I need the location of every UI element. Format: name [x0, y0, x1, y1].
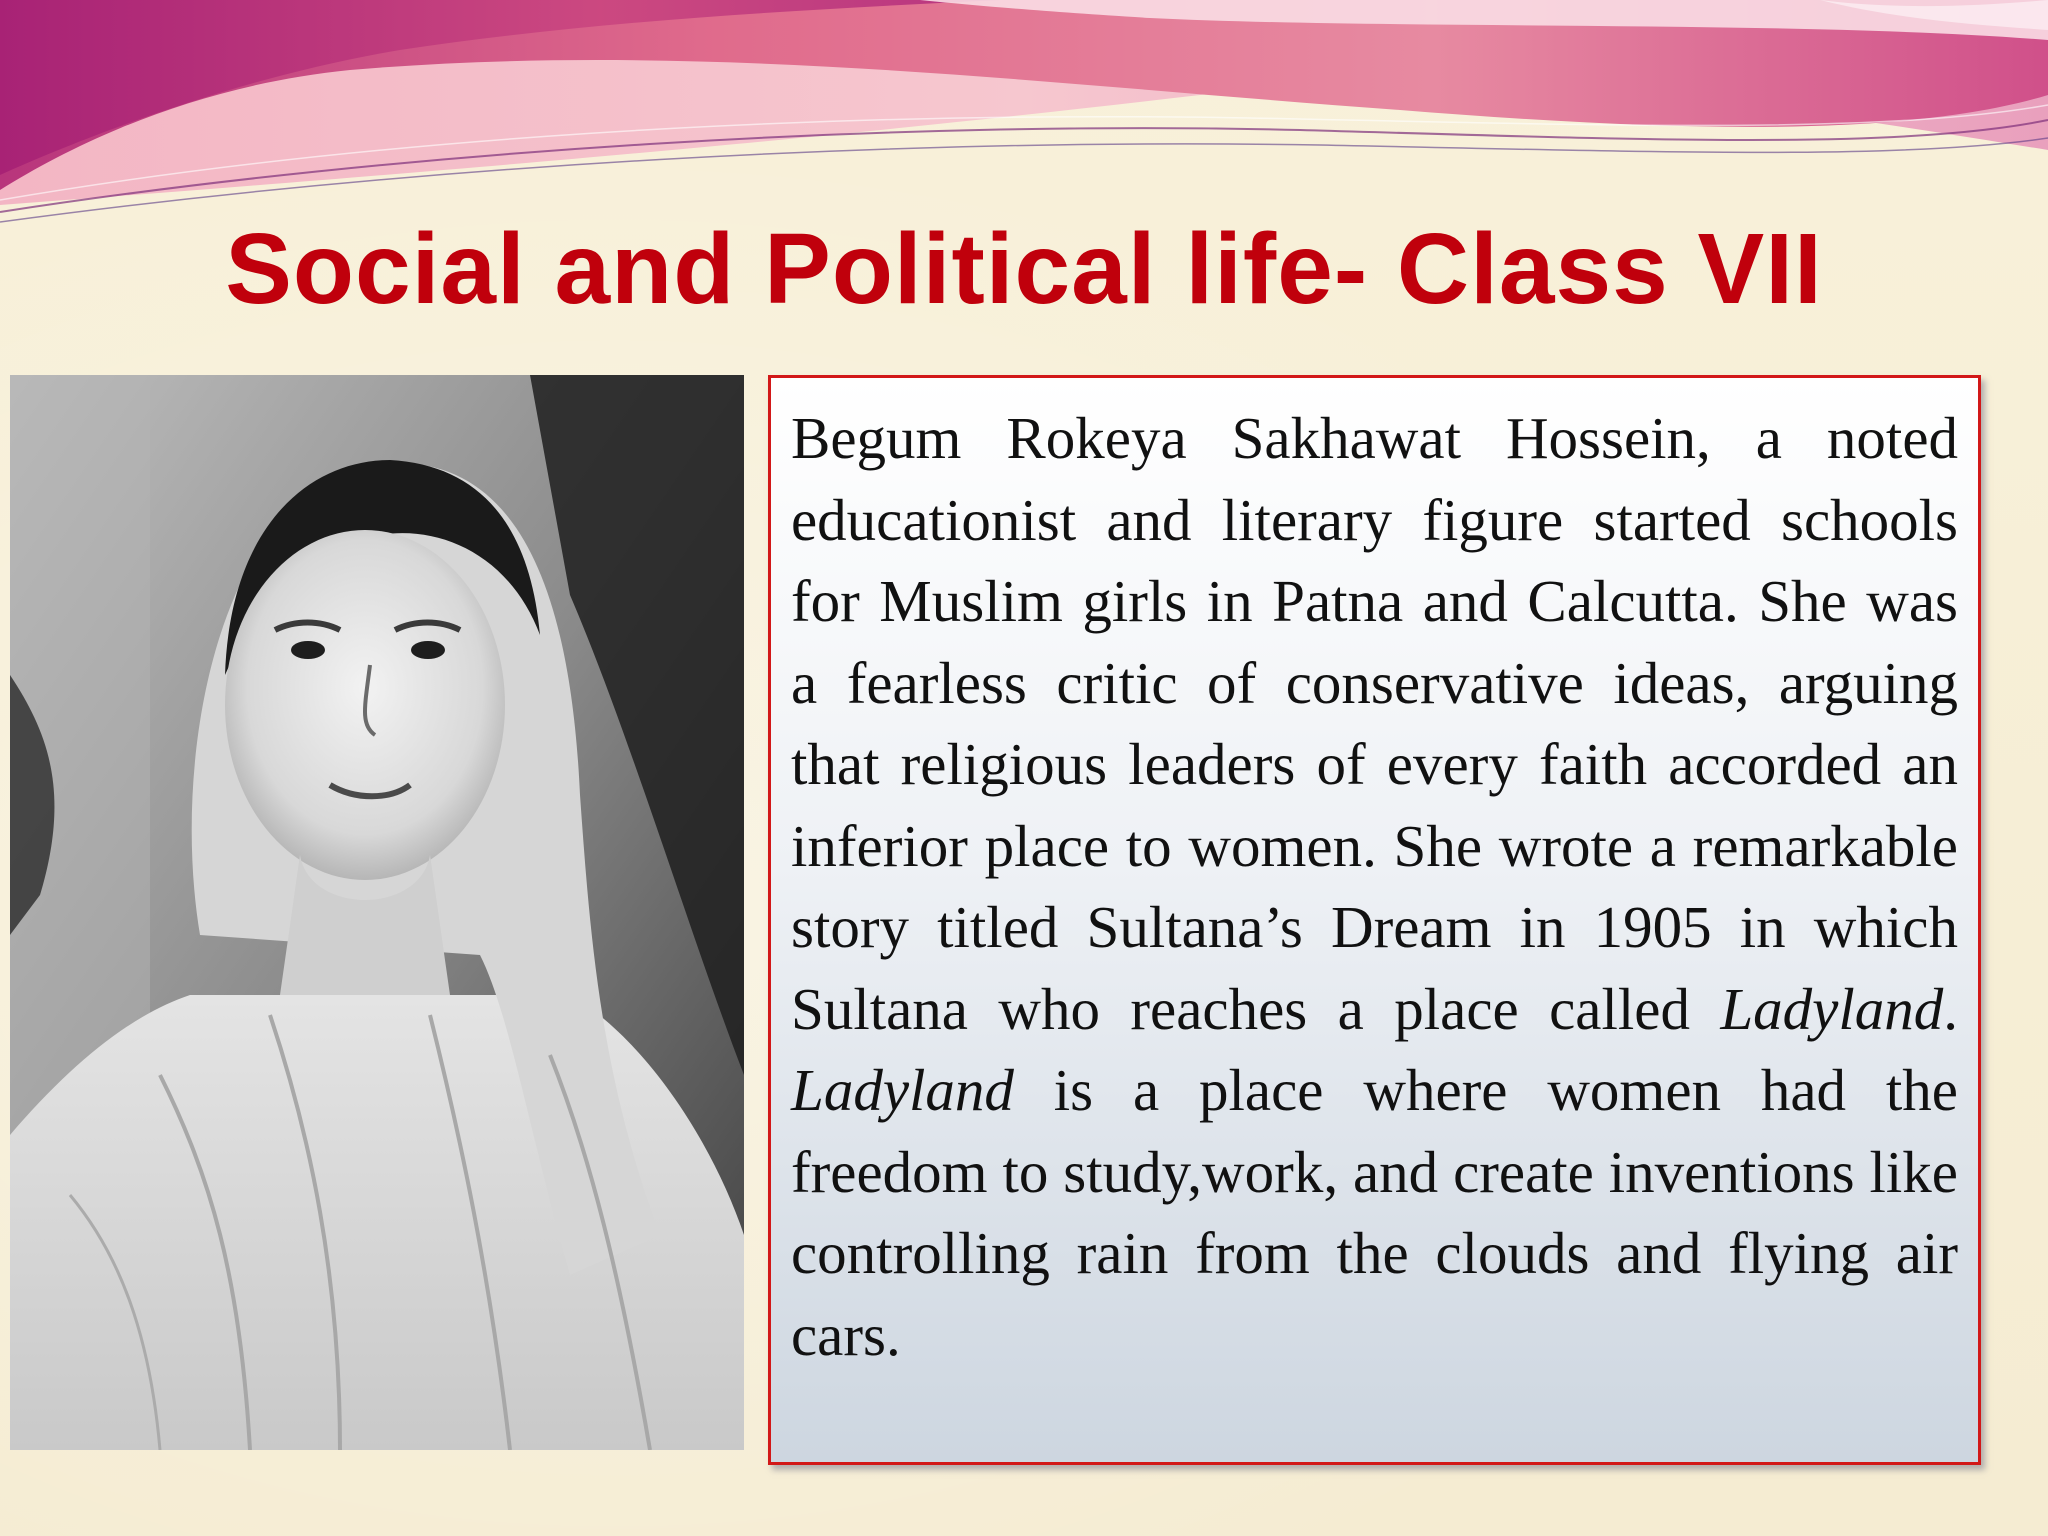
description-part-1: Begum Rokeya Sakhawat Hossein, a noted educationist and literary figure started schools for Muslim girls in Patna and Calcutta. She was a fearless critic of conservative ideas, arguing that religious leaders of every faith accorded an inferior place to women. She wrote a remarkable story titled Sultana’s Dream in 1905 in which Sultana who reaches a place called [791, 405, 1958, 1042]
description-text [791, 398, 1958, 1376]
description-part-2: . [1943, 975, 1958, 1042]
decorative-wave-banner [0, 0, 2048, 240]
portrait-photo [10, 375, 744, 1450]
ladyland-italic-2: Ladyland [791, 1057, 1014, 1123]
description-box [768, 375, 1981, 1465]
slide-title: Social and Political life- Class VII [225, 213, 1823, 325]
description-part-3: is a place where women had the freedom to study,work, and create inventions like controlling rain from the clouds and flying air cars. [791, 1057, 1958, 1368]
ladyland-italic-1: Ladyland [1720, 975, 1944, 1042]
